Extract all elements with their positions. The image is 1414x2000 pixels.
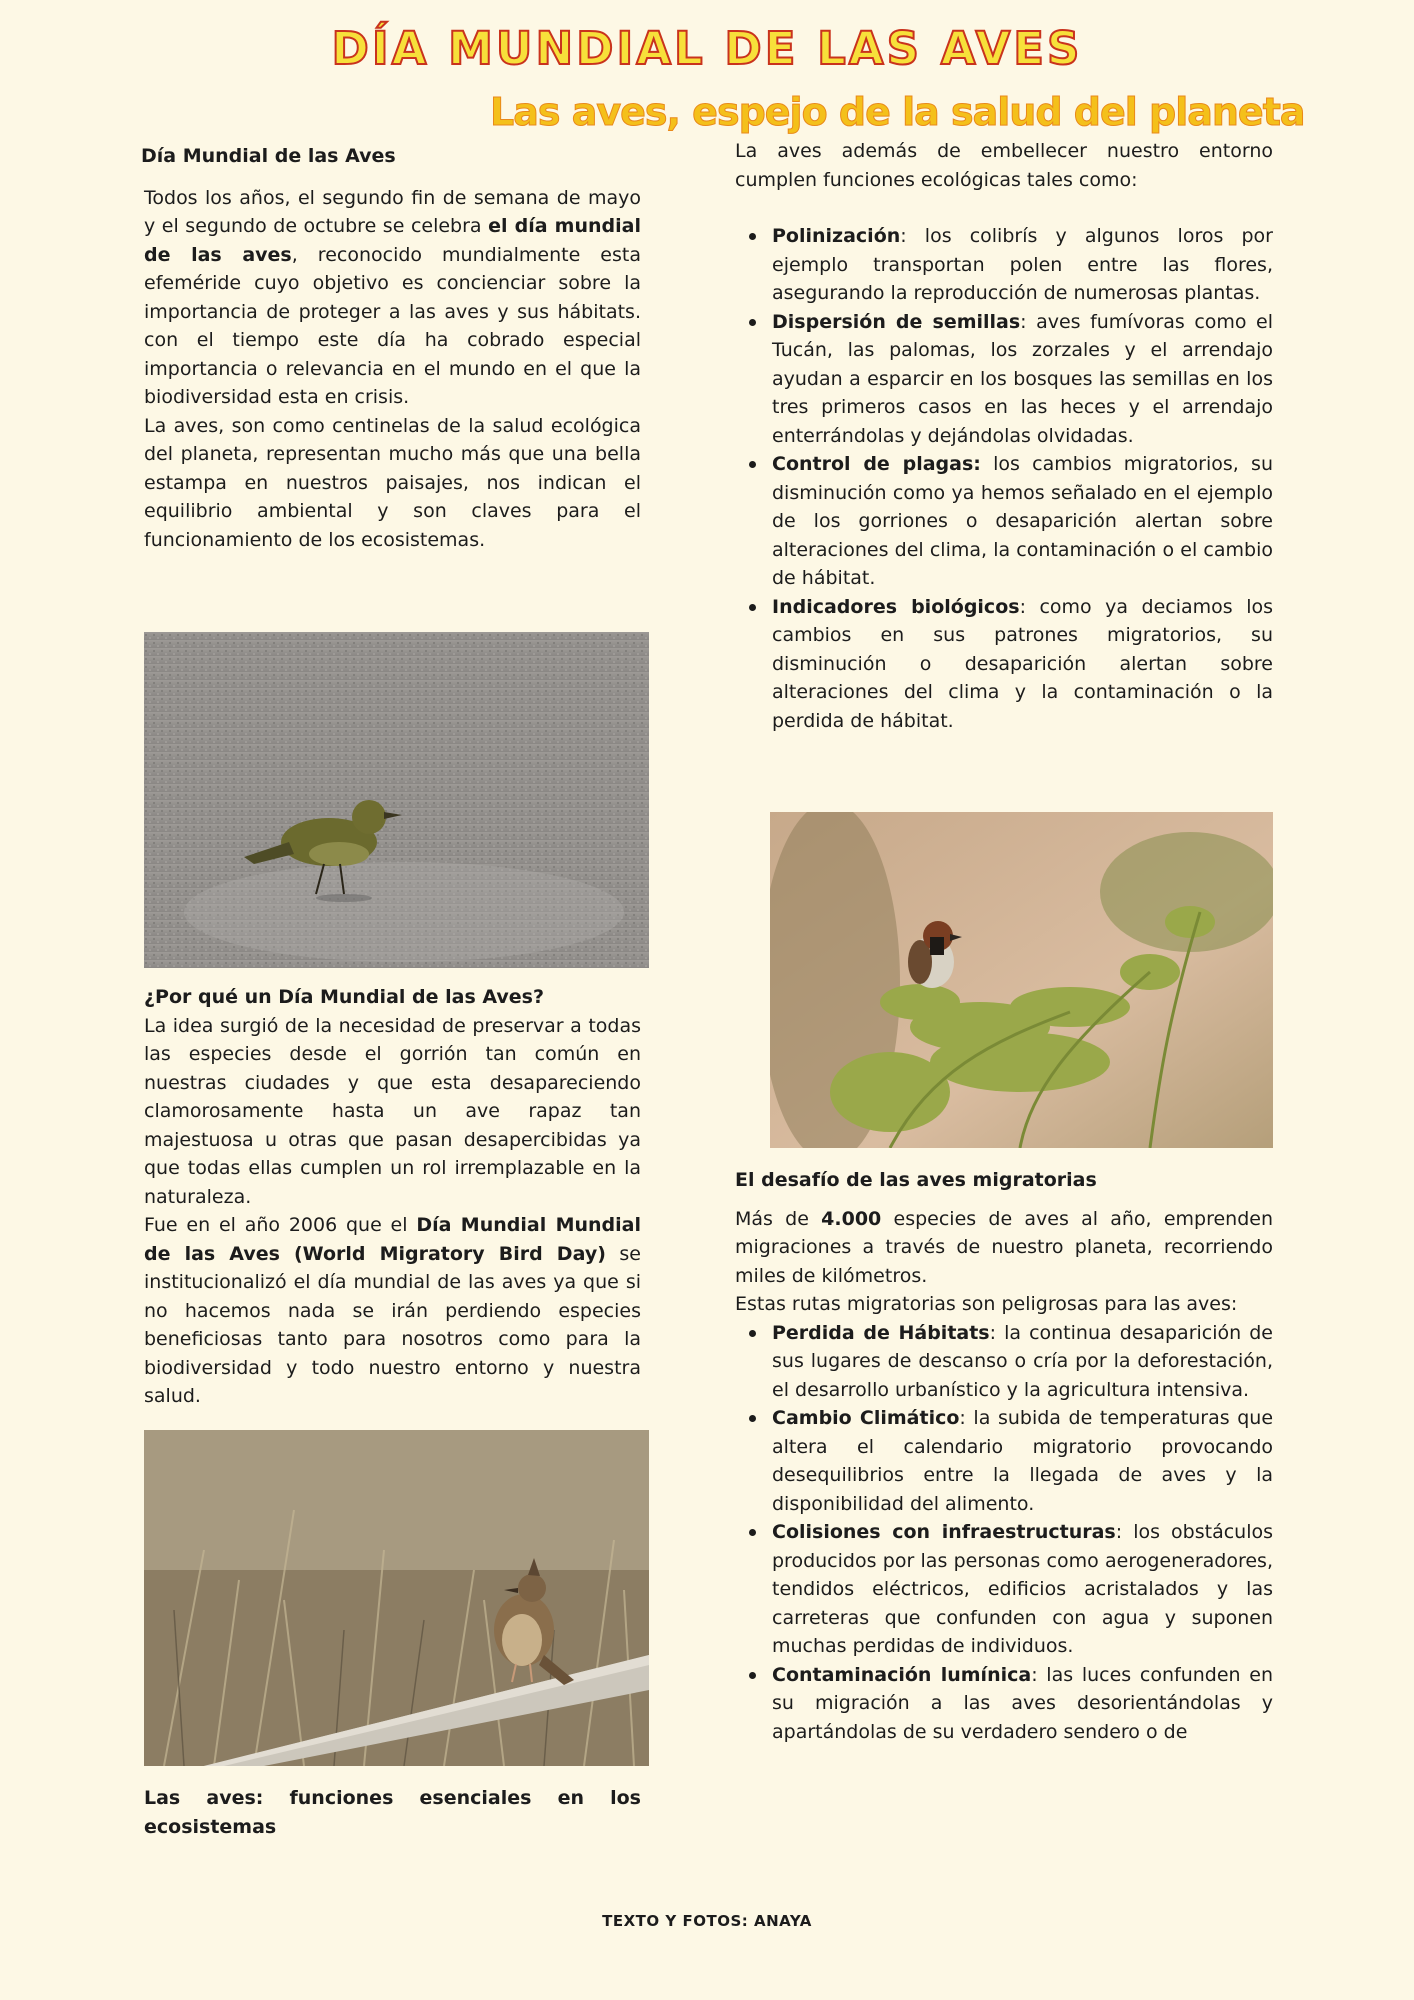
section-heading-por-que: ¿Por qué un Día Mundial de las Aves? (144, 986, 545, 1008)
paragraph-4000: Más de 4.000 especies de aves al año, emprenden migraciones a través de nuestro planeta, recorriendo miles de kilómetros. (735, 1207, 1273, 1287)
photo-sparrow (770, 812, 1273, 1148)
page-title: DÍA MUNDIAL DE LAS AVES (331, 22, 1083, 75)
functions-list (735, 222, 1273, 735)
paragraph-centinelas: La aves, son como centinelas de la salud ecológica del planeta, representan mucho más que una bella estampa en nuestros paisajes, nos indican el equilibrio ambiental y son claves para el funcionamiento de los ecosistemas. (144, 414, 641, 551)
photo-warbler (144, 632, 649, 968)
section-heading-dia-mundial: Día Mundial de las Aves (141, 145, 396, 167)
list-item: Colisiones con infraestructuras: los obstáculos producidos por las personas como aerogeneradores, tendidos eléctricos, edificios acristalados y las carreteras que confunden con agua y suponen muchas perdidas de individuos. (772, 1518, 1273, 1661)
section-heading-desafio: El desafío de las aves migratorias (735, 1169, 1097, 1191)
paragraph-funciones-intro: La aves además de embellecer nuestro entorno cumplen funciones ecológicas tales como: (735, 140, 1273, 191)
right-column-top (735, 137, 1273, 735)
photo-crested-lark (144, 1430, 649, 1766)
list-item: Polinización: los colibrís y algunos loros por ejemplo transportan polen entre las flores, asegurando la reproducción de numerosas plantas. (772, 222, 1273, 308)
list-item: Indicadores biológicos: como ya deciamos los cambios en sus patrones migratorios, su disminución o desaparición alertan sobre alteraciones del clima y la contaminación o la perdida de hábitat. (772, 593, 1273, 736)
page-subtitle: Las aves, espejo de la salud del planeta (490, 90, 1305, 134)
left-column-top (141, 142, 641, 554)
left-column-bottom (144, 1784, 641, 1841)
right-column-bottom (735, 1166, 1273, 1746)
credits-footer: TEXTO Y FOTOS: ANAYA (602, 1912, 812, 1930)
list-item: Dispersión de semillas: aves fumívoras como el Tucán, las palomas, los zorzales y el arrendajo ayudan a esparcir en los bosques las semillas en los tres primeros casos en las heces y el arrendajo enterrándolas y dejándolas olvidadas. (772, 308, 1273, 451)
section-heading-funciones: Las aves: funciones esenciales en los ecosistemas (144, 1787, 641, 1838)
left-column-middle (144, 983, 641, 1411)
list-item: Cambio Climático: la subida de temperaturas que altera el calendario migratorio provocando desequilibrios entre la llegada de aves y la disponibilidad del alimento. (772, 1404, 1273, 1518)
paragraph-intro: Todos los años, el segundo fin de semana de mayo y el segundo de octubre se celebra el día mundial de las aves, reconocido mundialmente esta efeméride cuyo objetivo es concienciar sobre la importancia de proteger a las aves y sus hábitats. con el tiempo este día ha cobrado especial importancia o relevancia en el mundo en el que la biodiversidad esta en crisis. (144, 186, 641, 408)
list-item: Perdida de Hábitats: la continua desaparición de sus lugares de descanso o cría por la deforestación, el desarrollo urbanístico y la agricultura intensiva. (772, 1319, 1273, 1405)
list-item: Contaminación lumínica: las luces confunden en su migración a las aves desorientándolas y apartándolas de su verdadero sendero o de (772, 1661, 1273, 1747)
threats-list (735, 1319, 1273, 1747)
paragraph-2006: Fue en el año 2006 que el Día Mundial Mundial de las Aves (World Migratory Bird Day) se institucionalizó el día mundial de las aves ya que si no hacemos nada se irán perdiendo especies beneficiosas tanto para nosotros como para la biodiversidad y todo nuestro entorno y nuestra salud. (144, 1214, 641, 1407)
list-item: Control de plagas: los cambios migratorios, su disminución como ya hemos señalado en el ejemplo de los gorriones o desaparición alertan sobre alteraciones del clima, la contaminación o el cambio de hábitat. (772, 450, 1273, 593)
paragraph-rutas: Estas rutas migratorias son peligrosas para las aves: (735, 1293, 1238, 1315)
paragraph-idea: La idea surgió de la necesidad de preservar a todas las especies desde el gorrión tan común en nuestras ciudades y que esta desapareciendo clamorosamente hasta un ave rapaz tan majestuosa u otras que pasan desapercibidas ya que todas ellas cumplen un rol irremplazable en la naturaleza. (144, 1014, 641, 1208)
